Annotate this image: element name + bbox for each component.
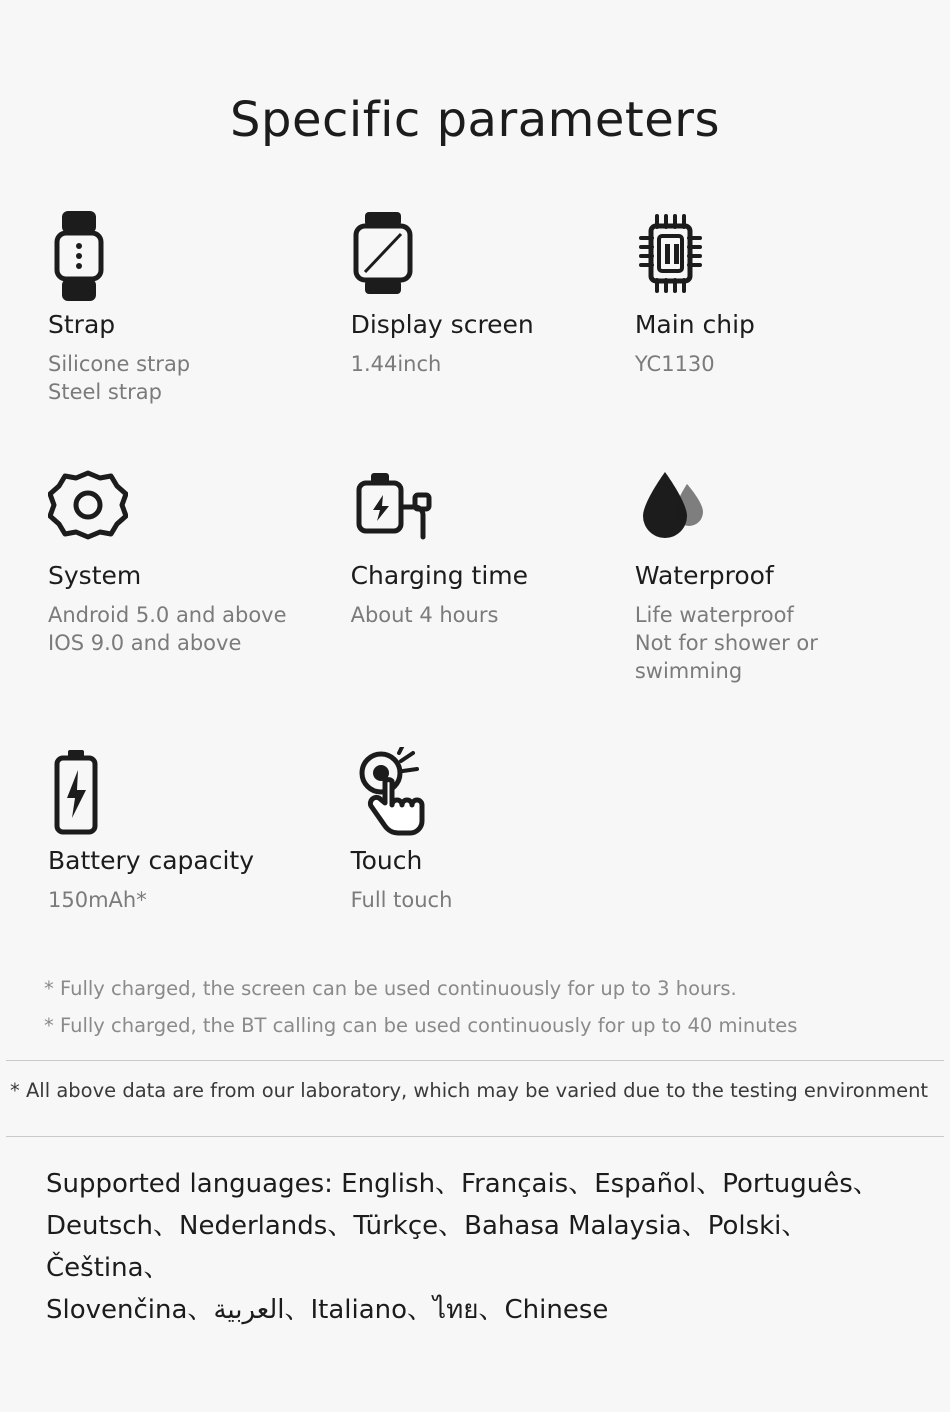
feature-main-chip bbox=[635, 208, 910, 378]
lab-disclaimer: * All above data are from our laboratory, which may be varied due to the testing environment bbox=[10, 1079, 929, 1103]
footnote-bt-calling: * Fully charged, the BT calling can be used continuously for up to 40 minutes bbox=[44, 1014, 798, 1038]
languages-line-2: Deutsch、Nederlands、Türkçe、Bahasa Malaysia、Polski、Čeština、 bbox=[46, 1211, 808, 1284]
feature-label: Battery capacity bbox=[48, 845, 255, 875]
feature-value bbox=[635, 601, 900, 686]
feature-value-line: IOS 9.0 and above bbox=[48, 631, 242, 656]
feature-label: Display screen bbox=[350, 310, 534, 339]
feature-label: System bbox=[48, 560, 142, 590]
charging-time-icon bbox=[351, 459, 625, 555]
feature-value-line: Silicone strap bbox=[48, 352, 191, 376]
features-row bbox=[48, 208, 910, 407]
main-chip-icon bbox=[635, 208, 900, 304]
supported-languages bbox=[0, 1137, 950, 1331]
feature-value bbox=[351, 886, 625, 914]
feature-value-line: Android 5.0 and above bbox=[48, 602, 287, 627]
feature-value-line: Steel strap bbox=[48, 380, 162, 405]
languages-line-3: Slovenčina、العربية、Italiano、ไทย、Chinese bbox=[46, 1295, 609, 1326]
features-row bbox=[48, 459, 910, 686]
feature-system bbox=[48, 459, 351, 658]
feature-charging-time bbox=[351, 459, 635, 629]
footnotes bbox=[0, 970, 950, 1044]
display-screen-icon bbox=[351, 208, 625, 304]
touch-hand-icon bbox=[351, 744, 625, 840]
feature-value-line: swimming bbox=[634, 659, 743, 684]
feature-value-line: YC1130 bbox=[634, 352, 715, 376]
system-gear-icon bbox=[48, 459, 341, 555]
feature-battery-capacity bbox=[48, 744, 351, 914]
feature-value bbox=[48, 350, 341, 407]
footnote-screen: * Fully charged, the screen can be used continuously for up to 3 hours. bbox=[44, 977, 737, 1001]
features-grid bbox=[0, 208, 950, 914]
waterproof-droplet-icon bbox=[635, 459, 900, 555]
feature-value bbox=[351, 350, 625, 378]
feature-display-screen bbox=[351, 208, 635, 378]
feature-label: Touch bbox=[350, 845, 423, 875]
battery-capacity-icon bbox=[48, 744, 341, 840]
feature-label: Charging time bbox=[350, 560, 528, 590]
features-row bbox=[48, 744, 910, 914]
feature-value-line: Not for shower or bbox=[634, 631, 818, 656]
feature-value-line: 150mAh* bbox=[48, 887, 147, 912]
feature-value bbox=[48, 886, 341, 914]
strap-icon bbox=[48, 208, 341, 304]
languages-line-1: Supported languages: English、Français、Español、Português、 bbox=[46, 1169, 879, 1200]
feature-label: Main chip bbox=[634, 310, 755, 339]
feature-value-line: Life waterproof bbox=[634, 602, 794, 627]
feature-value-line: 1.44inch bbox=[350, 352, 442, 376]
feature-value bbox=[351, 601, 625, 629]
feature-label: Waterproof bbox=[634, 560, 774, 590]
feature-value-line: Full touch bbox=[350, 887, 453, 912]
feature-value bbox=[48, 601, 341, 658]
feature-label: Strap bbox=[48, 310, 116, 339]
feature-waterproof bbox=[635, 459, 910, 686]
feature-touch bbox=[351, 744, 635, 914]
feature-strap bbox=[48, 208, 351, 407]
feature-value-line: About 4 hours bbox=[350, 602, 499, 627]
page-title: Specific parameters bbox=[230, 92, 720, 148]
feature-value bbox=[635, 350, 900, 378]
